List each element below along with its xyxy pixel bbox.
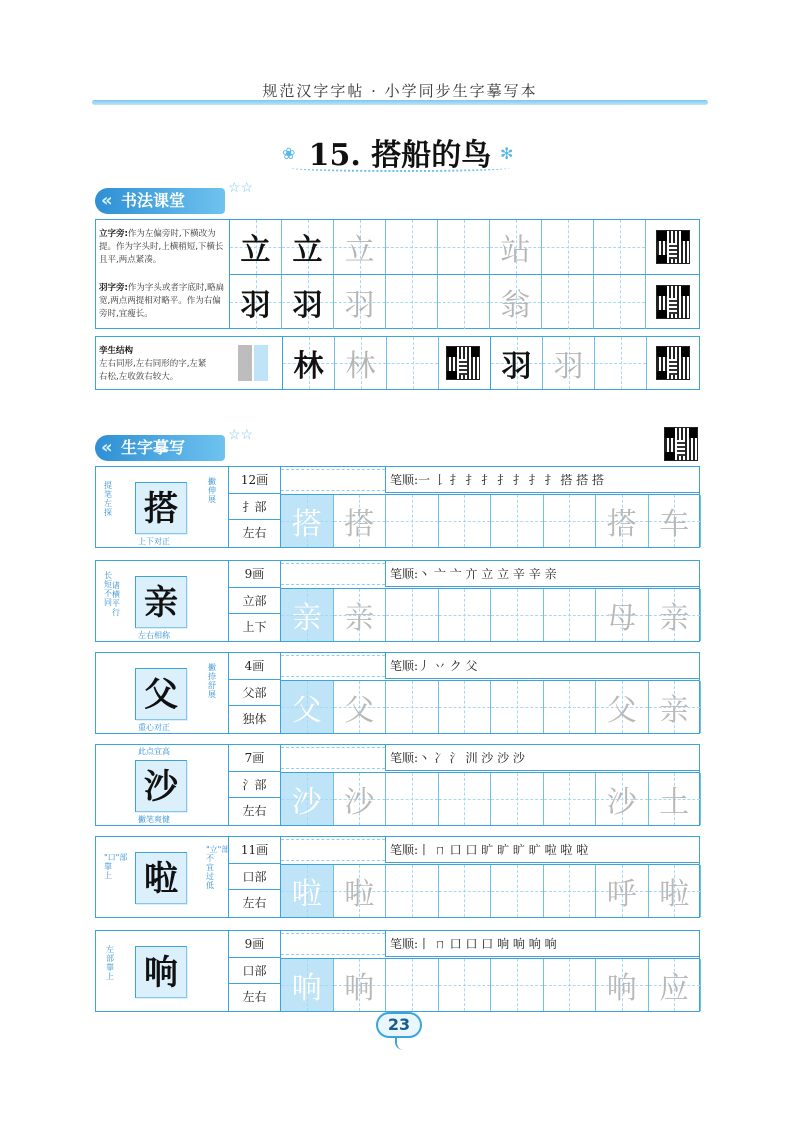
practice-cell[interactable] [491, 773, 544, 825]
pinyin-lines[interactable] [281, 655, 385, 677]
model-character-panel [96, 931, 229, 1011]
page-number: 23 [376, 1012, 422, 1038]
note-twin-structure [99, 345, 209, 384]
snowflake-icon: ✻ [500, 144, 514, 163]
trace-glyph: 车 [659, 507, 690, 542]
stars-icon: ☆☆ [228, 180, 254, 196]
practice-cell[interactable] [544, 681, 597, 733]
trace-glyph: 搭 [344, 507, 375, 542]
practice-grid [281, 958, 699, 1011]
writing-hint: 提笔左探 [104, 481, 112, 517]
title-wave-decoration [290, 164, 510, 172]
practice-cell[interactable] [491, 495, 544, 547]
model-char: 沙 [144, 767, 178, 807]
stroke-order-label: 笔顺: [390, 751, 419, 765]
practice-cell[interactable] [439, 681, 492, 733]
char-info [229, 745, 281, 825]
char-info [229, 837, 281, 917]
writing-hint: 左部靠上 [106, 945, 114, 981]
model-char-box [135, 668, 187, 720]
radical: 氵部 [229, 772, 280, 799]
practice-cell [649, 959, 702, 1011]
tianzi-cell[interactable] [386, 220, 438, 274]
tianzi-cell [490, 220, 542, 274]
stroke-count: 4画 [229, 653, 280, 680]
stroke-order-sequence: 丿 丷 ク 父 [418, 659, 478, 673]
practice-cell [281, 959, 334, 1011]
trace-glyph: 响 [606, 971, 637, 1006]
practice-cell[interactable] [386, 495, 439, 547]
chevron-icon: « [101, 437, 113, 458]
practice-cell [596, 959, 649, 1011]
ghost-glyph: 羽 [344, 288, 375, 323]
page-header-title: 规范汉字字帖 · 小学同步生字摹写本 [262, 82, 538, 100]
ghost-glyph: 立 [344, 233, 375, 268]
note-title: 孪生结构 [99, 346, 134, 356]
lesson-title: 15. 搭船的鸟 [308, 138, 492, 173]
structure: 左右 [242, 804, 267, 818]
stroke-order-label: 笔顺: [390, 567, 419, 581]
practice-cell [649, 773, 702, 825]
trace-glyph: 啦 [344, 877, 375, 912]
practice-cell [334, 959, 387, 1011]
trace-glyph: 父 [606, 693, 637, 728]
trace-glyph: 立 [292, 233, 323, 268]
practice-grid [281, 494, 699, 547]
trace-glyph: 啦 [291, 877, 322, 912]
model-character-panel [96, 467, 229, 547]
practice-cell [334, 865, 387, 917]
practice-row [95, 466, 700, 548]
stroke-order-label: 笔顺: [390, 937, 419, 951]
practice-cell[interactable] [491, 681, 544, 733]
trace-glyph: 搭 [291, 507, 322, 542]
practice-cell[interactable] [544, 495, 597, 547]
stroke-count: 9画 [229, 561, 280, 588]
writing-hint: "口"部靠上 [104, 853, 128, 880]
practice-cell [334, 681, 387, 733]
stroke-order [385, 467, 699, 493]
practice-row [95, 560, 700, 642]
tianzi-cell [230, 275, 282, 329]
char-info [229, 653, 281, 733]
practice-cell[interactable] [544, 589, 597, 641]
practice-row [95, 652, 700, 734]
trace-glyph: 沙 [291, 785, 322, 820]
practice-cell [281, 773, 334, 825]
tianzi-cell [335, 337, 387, 389]
practice-cell[interactable] [491, 589, 544, 641]
tianzi-cell [283, 337, 335, 389]
radical: 口部 [229, 958, 280, 985]
writing-hint: 重心对正 [138, 723, 170, 732]
structure: 左右 [242, 896, 267, 910]
section-tab-character-tracing [95, 435, 225, 461]
practice-cell [596, 773, 649, 825]
qr-code-icon[interactable] [656, 346, 690, 380]
model-char-box [135, 576, 187, 628]
char-info [229, 561, 281, 641]
stroke-order-sequence: 丶 冫 氵 汌 沙 沙 沙 [418, 751, 525, 765]
tianzi-cell [334, 275, 386, 329]
stroke-order-sequence: 丨 ㄇ 口 口 口 响 响 响 响 [418, 937, 557, 951]
model-character-panel [96, 745, 229, 825]
practice-cell [649, 495, 702, 547]
chevron-icon: « [101, 190, 113, 211]
practice-cell[interactable] [491, 865, 544, 917]
practice-cell[interactable] [386, 773, 439, 825]
trace-glyph: 亲 [291, 601, 322, 636]
page-number-tail [395, 1038, 403, 1050]
stroke-order-label: 笔顺: [390, 843, 419, 857]
tianzi-cell [230, 220, 282, 274]
practice-cell[interactable] [544, 773, 597, 825]
note-radical-li [99, 228, 229, 267]
note-text: 作为左偏旁时,下横改为提。作为字头时,上横稍短,下横长且平,两点紧凑。 [99, 229, 224, 265]
practice-cell[interactable] [544, 959, 597, 1011]
trace-glyph: 响 [344, 971, 375, 1006]
ghost-glyph: 林 [345, 349, 376, 384]
trace-glyph: 沙 [344, 785, 375, 820]
trace-glyph: 啦 [659, 877, 690, 912]
practice-cell[interactable] [544, 865, 597, 917]
trace-glyph: 沙 [606, 785, 637, 820]
twin-structure-box [95, 336, 700, 390]
practice-cell [596, 681, 649, 733]
stroke-order [385, 931, 699, 957]
tianzi-cell [490, 275, 542, 329]
trace-glyph: 亲 [344, 601, 375, 636]
pinyin-lines[interactable] [281, 469, 385, 491]
stroke-count: 9画 [229, 931, 280, 958]
trace-glyph: 母 [606, 601, 637, 636]
practice-cell [334, 589, 387, 641]
practice-row [95, 930, 700, 1012]
practice-cell [334, 495, 387, 547]
pinyin-lines[interactable] [281, 747, 385, 769]
practice-cell [281, 589, 334, 641]
trace-glyph: 父 [344, 693, 375, 728]
practice-cell[interactable] [439, 495, 492, 547]
writing-hint: 上下对正 [138, 537, 170, 546]
practice-cell [334, 773, 387, 825]
trace-glyph: 亲 [659, 601, 690, 636]
ghost-glyph: 羽 [553, 349, 584, 384]
tianzi-cell[interactable] [595, 337, 647, 389]
tianzi-cell [282, 275, 334, 329]
stroke-order [385, 837, 699, 863]
writing-hint: 长短不同 [104, 571, 112, 607]
radical: 父部 [229, 680, 280, 707]
char-info [229, 467, 281, 547]
sample-glyph: 羽 [501, 349, 532, 384]
practice-cell[interactable] [439, 773, 492, 825]
practice-cell [649, 865, 702, 917]
writing-hint: 此点宜高 [138, 747, 170, 756]
trace-glyph: 应 [659, 971, 690, 1006]
writing-hint: 诸横平行 [112, 581, 120, 617]
stroke-count: 7画 [229, 745, 280, 772]
section-tab-label: 生字摹写 [121, 438, 186, 457]
practice-cell[interactable] [386, 589, 439, 641]
writing-hint: 左右相称 [138, 631, 170, 640]
header-rule [92, 100, 708, 105]
practice-grid [281, 588, 699, 641]
structure: 左右 [242, 526, 267, 540]
tianzi-cell [334, 220, 386, 274]
model-char: 啦 [144, 859, 178, 899]
structure: 左右 [242, 990, 267, 1004]
note-text: 左右同形,左右同形的字,左紧右松,左收敛右较大。 [99, 359, 207, 382]
practice-cell [596, 865, 649, 917]
practice-cell[interactable] [439, 589, 492, 641]
tianzi-cell[interactable] [386, 275, 438, 329]
writing-hint: 撇捺舒展 [208, 663, 216, 699]
tianzi-cell[interactable] [542, 275, 594, 329]
practice-cell [649, 589, 702, 641]
model-char-box [135, 760, 187, 812]
tianzi-cell[interactable] [438, 275, 490, 329]
practice-cell [596, 495, 649, 547]
practice-cell [596, 589, 649, 641]
stroke-order-sequence: 丨 ㄇ 口 口 旷 旷 旷 旷 啦 啦 啦 [418, 843, 589, 857]
qr-code-icon[interactable] [664, 427, 698, 461]
trace-glyph: 羽 [292, 288, 323, 323]
structure: 独体 [242, 712, 267, 726]
note-radical-yu [99, 282, 229, 321]
practice-grid [281, 772, 699, 825]
practice-cell[interactable] [386, 681, 439, 733]
model-character-panel [96, 837, 229, 917]
tianzi-cell[interactable] [594, 220, 646, 274]
example-glyph: 站 [500, 233, 531, 268]
butterfly-icon: ❀ [282, 144, 296, 163]
practice-cell [281, 495, 334, 547]
practice-row [95, 744, 700, 826]
writing-hint: 撇伸展 [208, 477, 216, 504]
radical: 口部 [229, 864, 280, 891]
tianzi-cell[interactable] [594, 275, 646, 329]
stroke-order [385, 745, 699, 771]
tianzi-cell [543, 337, 595, 389]
practice-cell[interactable] [439, 959, 492, 1011]
model-char: 亲 [144, 583, 178, 623]
model-char: 父 [144, 675, 178, 715]
pinyin-lines[interactable] [281, 563, 385, 585]
tianzi-cell[interactable] [387, 337, 439, 389]
practice-row [95, 836, 700, 918]
practice-cell[interactable] [439, 865, 492, 917]
trace-glyph: 响 [291, 971, 322, 1006]
stroke-count: 11画 [229, 837, 280, 864]
example-glyph: 翁 [500, 288, 531, 323]
tianzi-cell[interactable] [542, 220, 594, 274]
qr-code-icon[interactable] [656, 230, 690, 264]
stroke-order [385, 653, 699, 679]
stroke-order-label: 笔顺: [390, 659, 419, 673]
pinyin-lines[interactable] [281, 839, 385, 861]
sample-glyph: 立 [240, 233, 271, 268]
tianzi-cell [282, 220, 334, 274]
structure: 上下 [242, 620, 267, 634]
qr-code-icon[interactable] [656, 285, 690, 319]
practice-cell[interactable] [491, 959, 544, 1011]
section-tab-calligraphy [95, 188, 225, 214]
stars-icon: ☆☆ [228, 427, 254, 443]
stroke-order-sequence: 一 𠄌 扌 扌 扌 扌 扌 扌 扌 搭 搭 搭 [418, 473, 605, 487]
practice-cell [281, 865, 334, 917]
model-char: 响 [144, 953, 178, 993]
qr-code-icon[interactable] [446, 346, 480, 380]
model-char-box [135, 482, 187, 534]
tianzi-cell [491, 337, 543, 389]
model-char-box [135, 946, 187, 998]
calligraphy-box [95, 219, 700, 329]
trace-glyph: 父 [291, 693, 322, 728]
sample-glyph: 羽 [240, 288, 271, 323]
sample-glyph: 林 [293, 349, 324, 384]
practice-grid [281, 864, 699, 917]
section-tab-label: 书法课堂 [121, 191, 186, 210]
tianzi-cell[interactable] [438, 220, 490, 274]
writing-hint: "立"部不宜过低 [206, 845, 230, 890]
radical: 立部 [229, 588, 280, 615]
trace-glyph: 土 [659, 785, 690, 820]
model-character-panel [96, 653, 229, 733]
stroke-count: 12画 [229, 467, 280, 494]
trace-glyph: 呼 [606, 877, 637, 912]
note-text: 作为字头或者字底时,略扁宽,两点两提相对略平。作为右偏旁时,宜瘦长。 [99, 283, 225, 319]
writing-hint: 撇笔爽健 [138, 815, 170, 824]
note-title: 立字旁: [99, 229, 128, 239]
structure-diagram [238, 345, 268, 381]
practice-cell[interactable] [386, 865, 439, 917]
model-character-panel [96, 561, 229, 641]
stroke-order-label: 笔顺: [390, 473, 419, 487]
practice-cell[interactable] [386, 959, 439, 1011]
note-title: 羽字旁: [99, 283, 128, 293]
stroke-order-sequence: 丶 亠 亠 亣 立 立 辛 辛 亲 [418, 567, 557, 581]
practice-cell [281, 681, 334, 733]
model-char-box [135, 852, 187, 904]
pinyin-lines[interactable] [281, 933, 385, 955]
trace-glyph: 搭 [606, 507, 637, 542]
practice-grid [281, 680, 699, 733]
model-char: 搭 [144, 489, 178, 529]
char-info [229, 931, 281, 1011]
practice-cell [649, 681, 702, 733]
trace-glyph: 亲 [659, 693, 690, 728]
radical: 扌部 [229, 494, 280, 521]
stroke-order [385, 561, 699, 587]
